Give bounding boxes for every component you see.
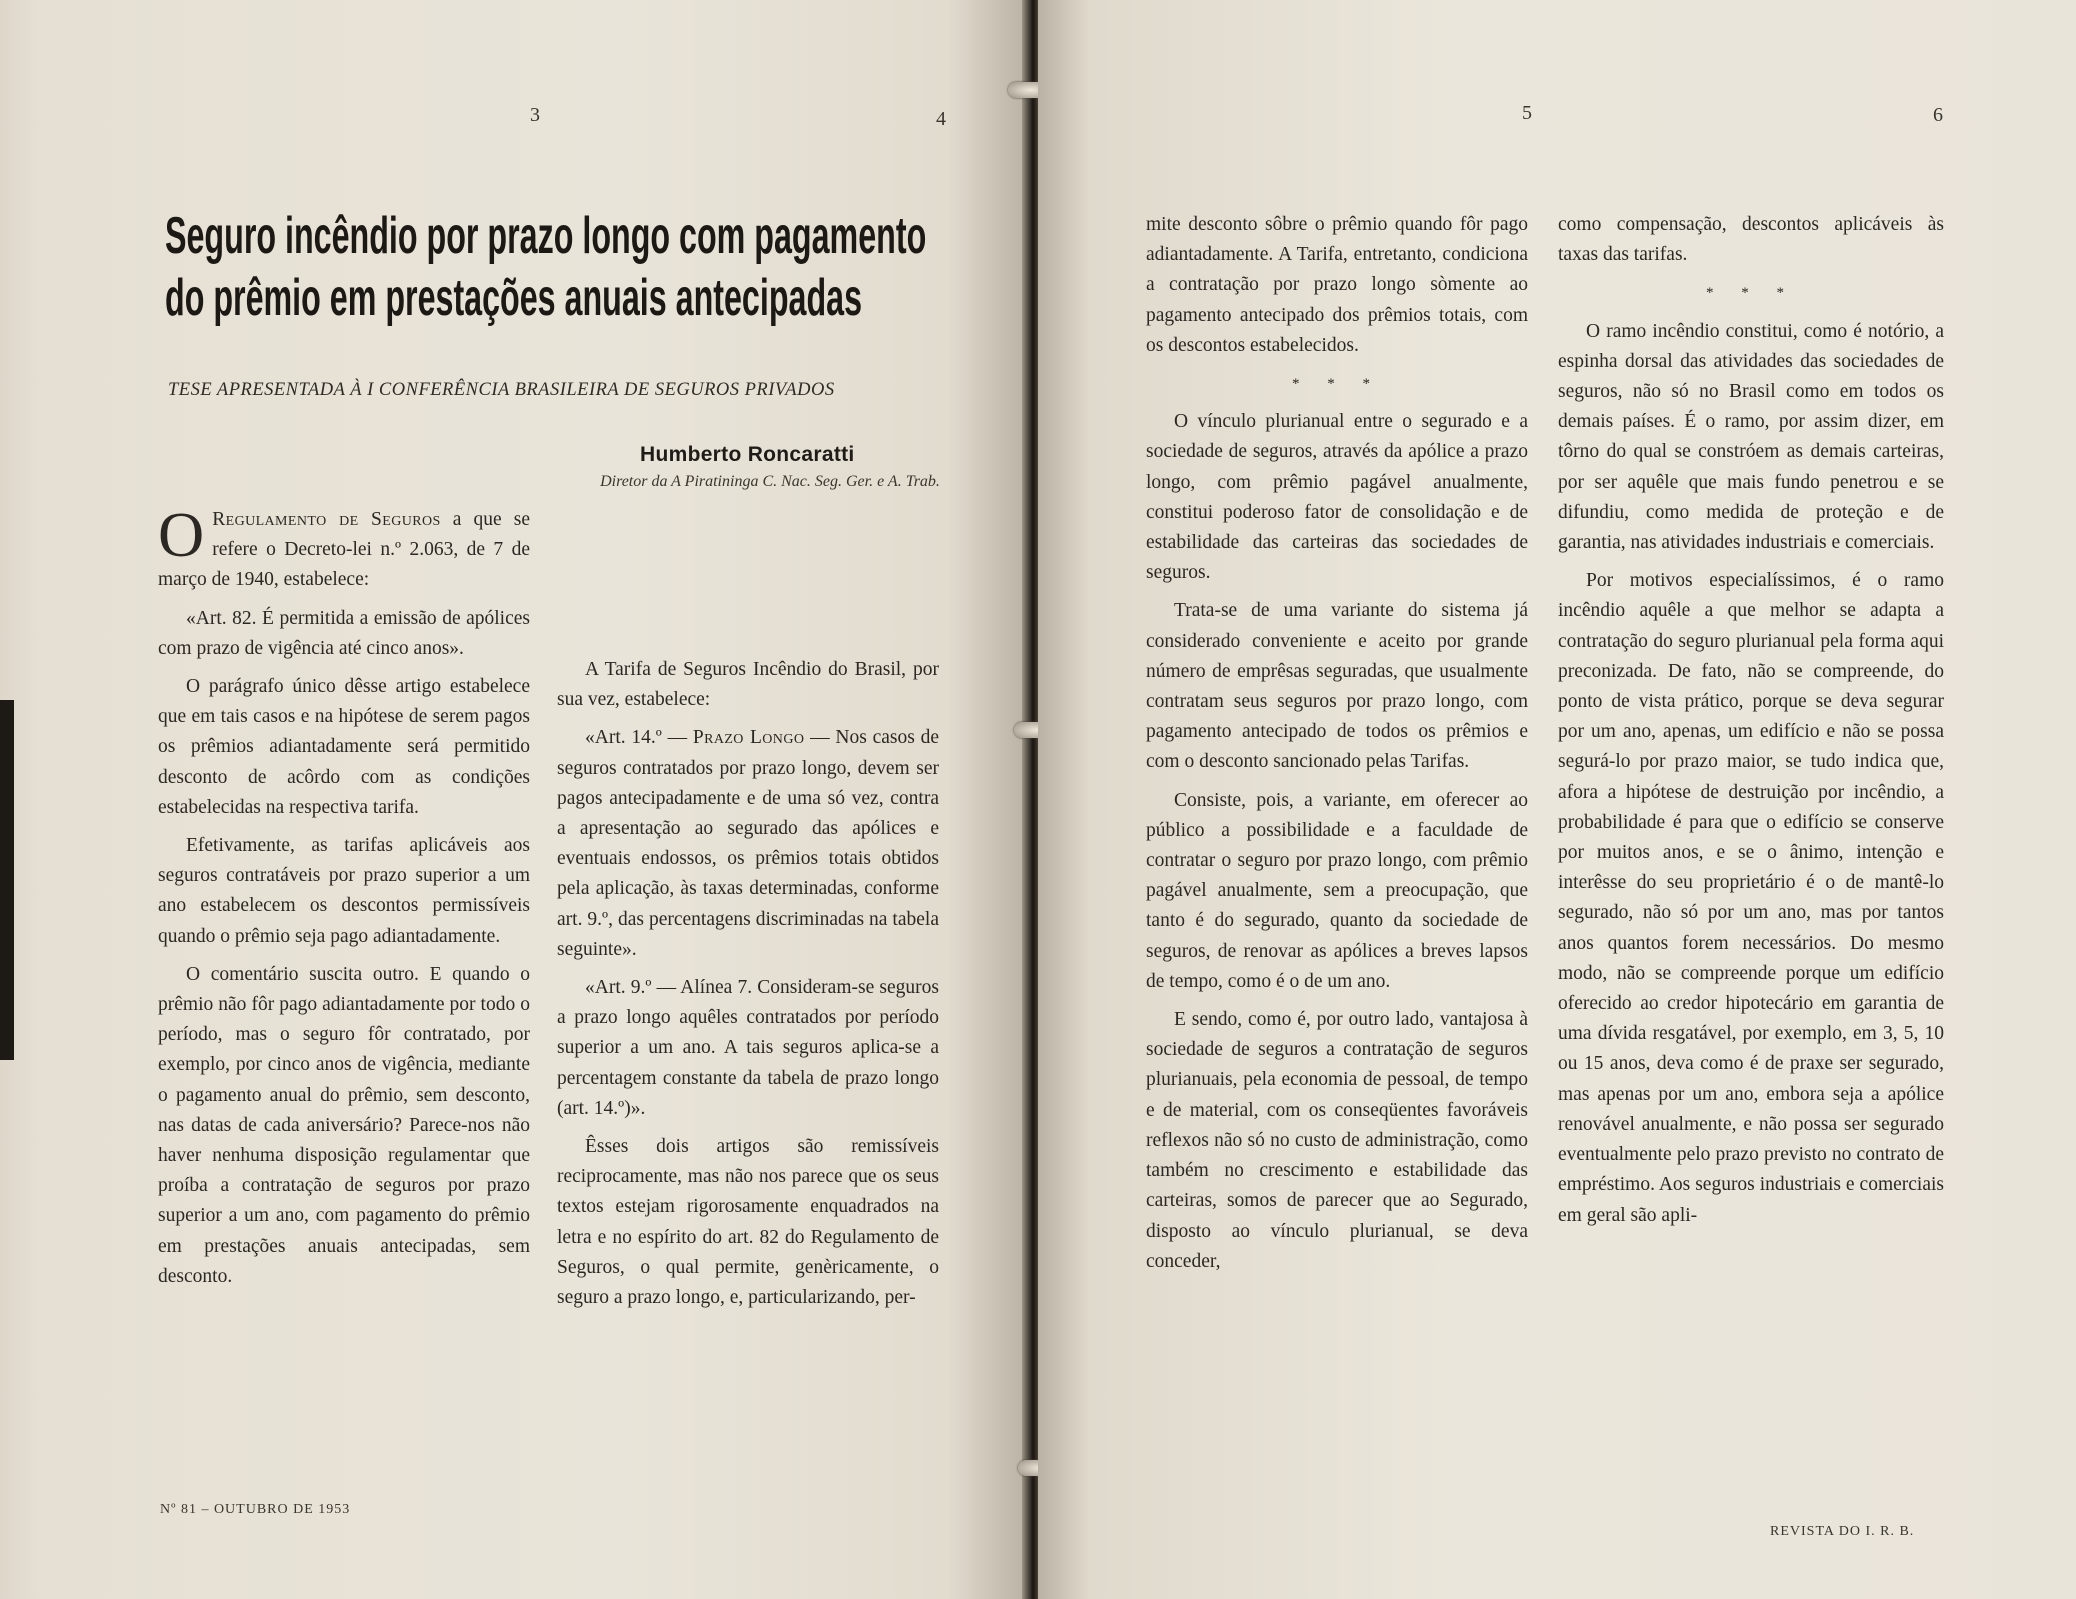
footer-issue: Nº 81 – OUTUBRO DE 1953 [160,1502,351,1517]
author-affiliation: Diretor da A Piratininga C. Nac. Seg. Ger. e A. Trab. [600,473,940,490]
column-4 [1558,210,1944,1239]
right-page [1038,0,2076,1599]
col2-p2-a: «Art. 14.º — [585,727,693,749]
drop-cap: O [158,499,205,570]
author-name: Humberto Roncaratti [640,443,855,466]
col2-p2-smallcaps: Prazo Longo [692,727,805,749]
col3-paragraph-2: O vínculo plurianual entre o segurado e a sociedade de seguros, através da apólice a prazo longo, com prêmio pagável anualmente, constitui poderoso fator de consolidação e de estabilidade das carteiras das sociedades de seguros. [1146,411,1528,584]
column-2 [557,655,939,1321]
page-number-5: 5 [1522,102,1532,124]
col1-paragraph-3: O parágrafo único dêsse artigo estabelece que em tais casos e na hipótese de serem pagos os prêmios adiantadamente será permitido desconto de acôrdo com as condições estabelecidas na respectiva tarifa. [158,676,530,818]
page-number-3: 3 [530,104,540,126]
col2-p2-b: — Nos casos de seguros contratados por prazo longo, devem ser pagos antecipadamente e de uma só vez, contra a apresentação ao segurado das apólices e eventuais endossos, os prêmios totais obtidos pela aplicação, às taxas determinadas, conforme art. 9.º, das percentagens discriminadas na tabela seguinte». [557,727,939,960]
page-number-4: 4 [936,108,946,130]
col1-paragraph-5: O comentário suscita outro. E quando o prêmio não fôr pago adiantadamente por todo o período, mas o seguro fôr contratado, por exemplo, por cinco anos de vigência, mediante o pagamento anual do prêmio, sem desconto, nas datas de cada aniversário? Parece-nos não haver nenhuma disposição regulamentar que proíba a contratação de seguros por prazo superior a um ano, com pagamento do prêmio em prestações anuais antecipadas, sem desconto. [158,963,530,1287]
col3-paragraph-1: mite desconto sôbre o prêmio quando fôr pago adiantadamente. A Tarifa, entretanto, condiciona a contratação por prazo longo sòmente ao pagamento antecipado dos prêmios totais, com os descontos estabelecidos. [1146,214,1528,356]
col1-paragraph-4: Efetivamente, as tarifas aplicáveis aos seguros contratáveis por prazo superior a um ano estabelecem os descontos permissíveis quando o prêmio seja pago adiantadamente. [158,835,530,947]
left-page [0,0,1030,1599]
col2-paragraph-1: A Tarifa de Seguros Incêndio do Brasil, por sua vez, estabelece: [557,659,939,711]
section-separator-2: * * * [1706,285,1796,302]
article-subtitle: TESE APRESENTADA À I CONFERÊNCIA BRASILEIRA DE SEGUROS PRIVADOS [168,380,835,400]
col1-p1-text: a que se refere o Decreto-lei n.º 2.063, de 7 de março de 1940, estabelece: [158,509,530,591]
col4-paragraph-3: Por motivos especialíssimos, é o ramo incêndio aquêle a que melhor se adapta a contratação do seguro plurianual pela forma aqui preconizada. De fato, não se compreende, do ponto de vista prático, porque se deva segurar por um ano, apenas, um edifício e não se possa segurá-lo por prazo maior, se tudo indica que, afora a hipótese de destruição por incêndio, a probabilidade é para que o edifício se conserve por muitos anos, e se o ânimo, intenção e interêsse do seu proprietário é o de mantê-lo segurado, não só por um ano, mas por tantos anos quantos forem necessários. Do mesmo modo, não se compreende porque um edifício oferecido ao credor hipotecário em garantia de uma dívida resgatável, por exemplo, em 3, 5, 10 ou 15 anos, deva como é de praxe ser segurado, mas apenas por um ano, embora seja a apólice renovável anualmente, e não possa ser segurado eventualmente pelo prazo previsto no contrato de empréstimo. Aos seguros industriais e comerciais em geral são apli- [1558,570,1944,1226]
col2-paragraph-3: «Art. 9.º — Alínea 7. Consideram-se seguros a prazo longo aquêles contratados por período superior a um ano. A tais seguros aplica-se a percentagem constante da tabela de prazo longo (art. 14.º)». [557,977,939,1119]
col4-paragraph-2: O ramo incêndio constitui, como é notório, a espinha dorsal das atividades das sociedades de seguros, não só no Brasil como em todos os demais países. É o ramo, por assim dizer, em tôrno do qual se constróem as demais carteiras, por ser aquêle que mais fundo penetrou e se difundiu, como medida de proteção e de garantia, nas atividades industriais e comerciais. [1558,320,1944,554]
col3-paragraph-5: E sendo, como é, por outro lado, vantajosa à sociedade de seguros a contratação de seguros plurianuais, pela economia de pessoal, de tempo e de material, com os conseqüentes favoráveis reflexos não só no custo de administração, como também no crescimento e estabilidade das carteiras, somos de parecer que ao Segurado, disposto ao vínculo plurianual, se deva conceder, [1146,1009,1528,1272]
col2-paragraph-2 [557,723,939,965]
col2-paragraph-4: Êsses dois artigos são remissíveis reciprocamente, mas não nos parece que os seus textos estejam rigorosamente enquadrados na letra e no espírito do art. 82 do Regulamento de Seguros, o qual permite, genèricamente, o seguro a prazo longo, e, particularizando, per- [557,1136,939,1309]
title-line-2: do prêmio em prestações anuais antecipadas [165,269,863,327]
column-1 [158,499,530,1300]
title-line-1: Seguro incêndio por prazo longo com pagamento [165,207,927,265]
footer-journal: REVISTA DO I. R. B. [1770,1524,1915,1539]
col1-paragraph-1 [158,499,530,596]
col1-paragraph-2: «Art. 82. É permitida a emissão de apólices com prazo de vigência até cinco anos». [158,607,530,659]
col3-paragraph-3: Trata-se de uma variante do sistema já considerado conveniente e aceito por grande número de emprêsas seguradas, que usualmente contratam seus seguros por prazo longo, com pagamento antecipado de todos os prêmios e com o desconto sancionado pelas Tarifas. [1146,600,1528,773]
page-number-6: 6 [1933,104,1943,126]
col4-paragraph-1: como compensação, descontos aplicáveis às taxas das tarifas. [1558,214,1944,266]
section-separator: * * * [1292,376,1382,393]
col1-smallcaps: Regulamento de Seguros [212,509,441,530]
article-title [165,205,927,329]
col3-paragraph-4: Consiste, pois, a variante, em oferecer ao público a possibilidade e a faculdade de contratar o seguro por prazo longo, com prêmio pagável anualmente, sem a preocupação, que tanto é do segurado, quanto da sociedade de seguros, de renovar as apólices a breves lapsos de tempo, como é o de um ano. [1146,789,1528,992]
column-3 [1146,210,1528,1285]
page-edge-shadow [0,700,14,1060]
